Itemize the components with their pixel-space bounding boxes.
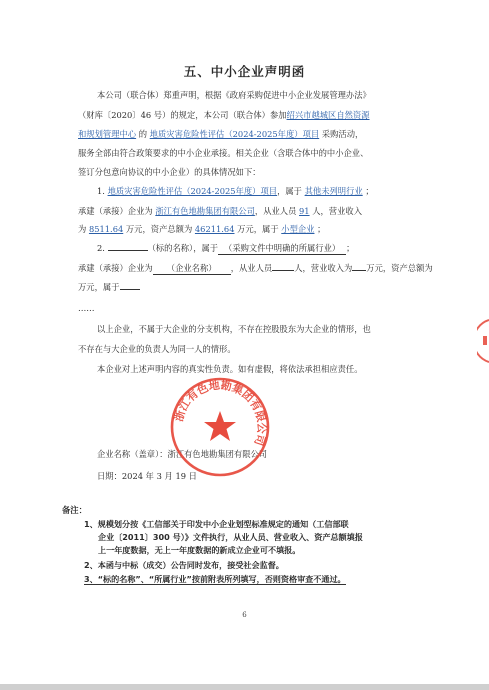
item1-subject-name: 地质灾害危险性评估（2024-2025年度）项目	[107, 186, 278, 196]
page-number: 6	[242, 611, 247, 619]
note-3-text: 3、“标的名称”、“所属行业”按前附表所列填写，否则资格审查不通过。	[84, 574, 346, 584]
item2-text-g: 万元，属于	[78, 282, 120, 292]
date-value: 2024 年 3 月 19 日	[121, 471, 197, 481]
item1-size: 小型企业	[281, 224, 315, 234]
item2-company-blank	[153, 263, 231, 275]
item2-staff-blank	[272, 270, 294, 271]
item1-line-3	[78, 224, 325, 235]
item1-number: 1.	[97, 186, 108, 196]
item2-number: 2.	[97, 243, 108, 253]
ellipsis: ……	[78, 303, 95, 313]
item2-line-2	[78, 263, 433, 275]
procurer-name-part1: 绍兴市越城区自然资源	[286, 110, 370, 120]
intro-line-4: 服务全部由符合政策要求的中小企业承接。相关企业（含联合体中的中小企业、	[78, 148, 369, 158]
note-1-line-2: 企业〔2011〕300 号）》文件执行，从业人员、营业收入、资产总额填报	[98, 532, 363, 542]
side-seal-fragment	[477, 318, 489, 364]
notes-title: 备注：	[62, 505, 87, 515]
item2-industry-blank	[218, 243, 346, 255]
page-title: 五、中小企业声明函	[183, 64, 306, 79]
item1-text-a: ，属于	[277, 186, 305, 196]
item1-text-g: 万元，资产总额为	[123, 224, 195, 234]
item2-revenue-blank	[352, 270, 366, 271]
intro-connector: 的	[136, 129, 150, 139]
item1-assets: 46211.64	[194, 224, 235, 234]
item1-line-2	[78, 206, 362, 217]
date-label: 日期：	[97, 471, 122, 481]
item2-company-placeholder: （企业名称）	[166, 263, 217, 273]
company-seal	[169, 376, 271, 478]
para3: 本企业对上述声明内容的真实性负责。如有虚假，将依法承担相应责任。	[97, 364, 363, 374]
note-3	[84, 573, 346, 586]
item1-company: 浙江有色地勘集团有限公司	[155, 206, 255, 216]
seal-star-icon	[204, 411, 236, 441]
item2-text-a: ，属于	[193, 243, 219, 253]
intro-line-5: 签订分包意向协议的中小企业）的具体情况如下：	[78, 167, 261, 177]
company-value: 浙江有色地勘集团有限公司	[167, 449, 268, 459]
item2-text-d: ，从业人员	[230, 263, 273, 273]
item2-subject-placeholder: （标的名称）	[147, 243, 194, 253]
item1-staff: 91	[299, 206, 310, 216]
item2-text-e: 人，营业收入为	[294, 263, 353, 273]
item2-line-3	[78, 282, 140, 293]
bottom-edge-strip	[0, 684, 489, 690]
item2-text-c: 承建（承接）企业为	[78, 263, 153, 273]
item1-revenue: 8511.64	[88, 224, 124, 234]
note-1-line-1: 1、规模划分按《工信部关于印发中小企业划型标准规定的通知（工信部联	[84, 519, 349, 529]
item1-line-1	[97, 186, 374, 197]
note-2: 2、本函与中标（成交）公告同时发布，接受社会监督。	[84, 560, 284, 570]
item1-text-h: 万元，属于	[234, 224, 282, 234]
item1-text-e: 人，营业收入	[309, 206, 362, 216]
item1-text-f: 为	[78, 224, 89, 234]
item2-blank-1	[108, 250, 148, 251]
company-label: 企业名称（盖章）：	[97, 449, 168, 459]
item2-line-1	[97, 243, 354, 255]
item2-assets-blank	[120, 289, 140, 290]
item2-industry-placeholder: （采购文件中明确的所属行业）	[224, 243, 341, 253]
item2-text-b: ；	[346, 243, 355, 253]
item1-text-i: ；	[314, 224, 326, 234]
procurer-name-part2: 和规划管理中心	[78, 129, 137, 139]
item2-text-f: 万元，资产总额为	[366, 263, 433, 273]
intro-line-3	[78, 129, 363, 140]
item1-text-b: ；	[362, 186, 374, 196]
intro-line-1: 本公司（联合体）郑重声明，根据《政府采购促进中小企业发展管理办法》	[97, 90, 371, 100]
para2-line-1: 以上企业，不属于大企业的分支机构，不存在控股股东为大企业的情形，也	[97, 324, 371, 334]
para2-line-2: 不存在与大企业的负责人为同一人的情形。	[78, 344, 236, 354]
intro-line-2-text: （财库〔2020〕46 号）的规定，本公司（联合体）参加	[78, 110, 287, 120]
intro-line-3-end: 采购活动，	[319, 129, 364, 139]
intro-line-2	[78, 110, 370, 121]
item1-text-c: 承建（承接）企业为	[78, 206, 156, 216]
seal-text: 浙江有色地勘集团有限公司	[172, 378, 269, 448]
item1-industry: 其他未列明行业	[304, 186, 363, 196]
project-name: 地质灾害危险性评估（2024-2025年度）项目	[149, 129, 320, 139]
item1-text-d: ，从业人员	[254, 206, 300, 216]
note-1-line-3: 上一年度数据，无上一年度数据的新成立企业可不填报。	[98, 545, 301, 555]
